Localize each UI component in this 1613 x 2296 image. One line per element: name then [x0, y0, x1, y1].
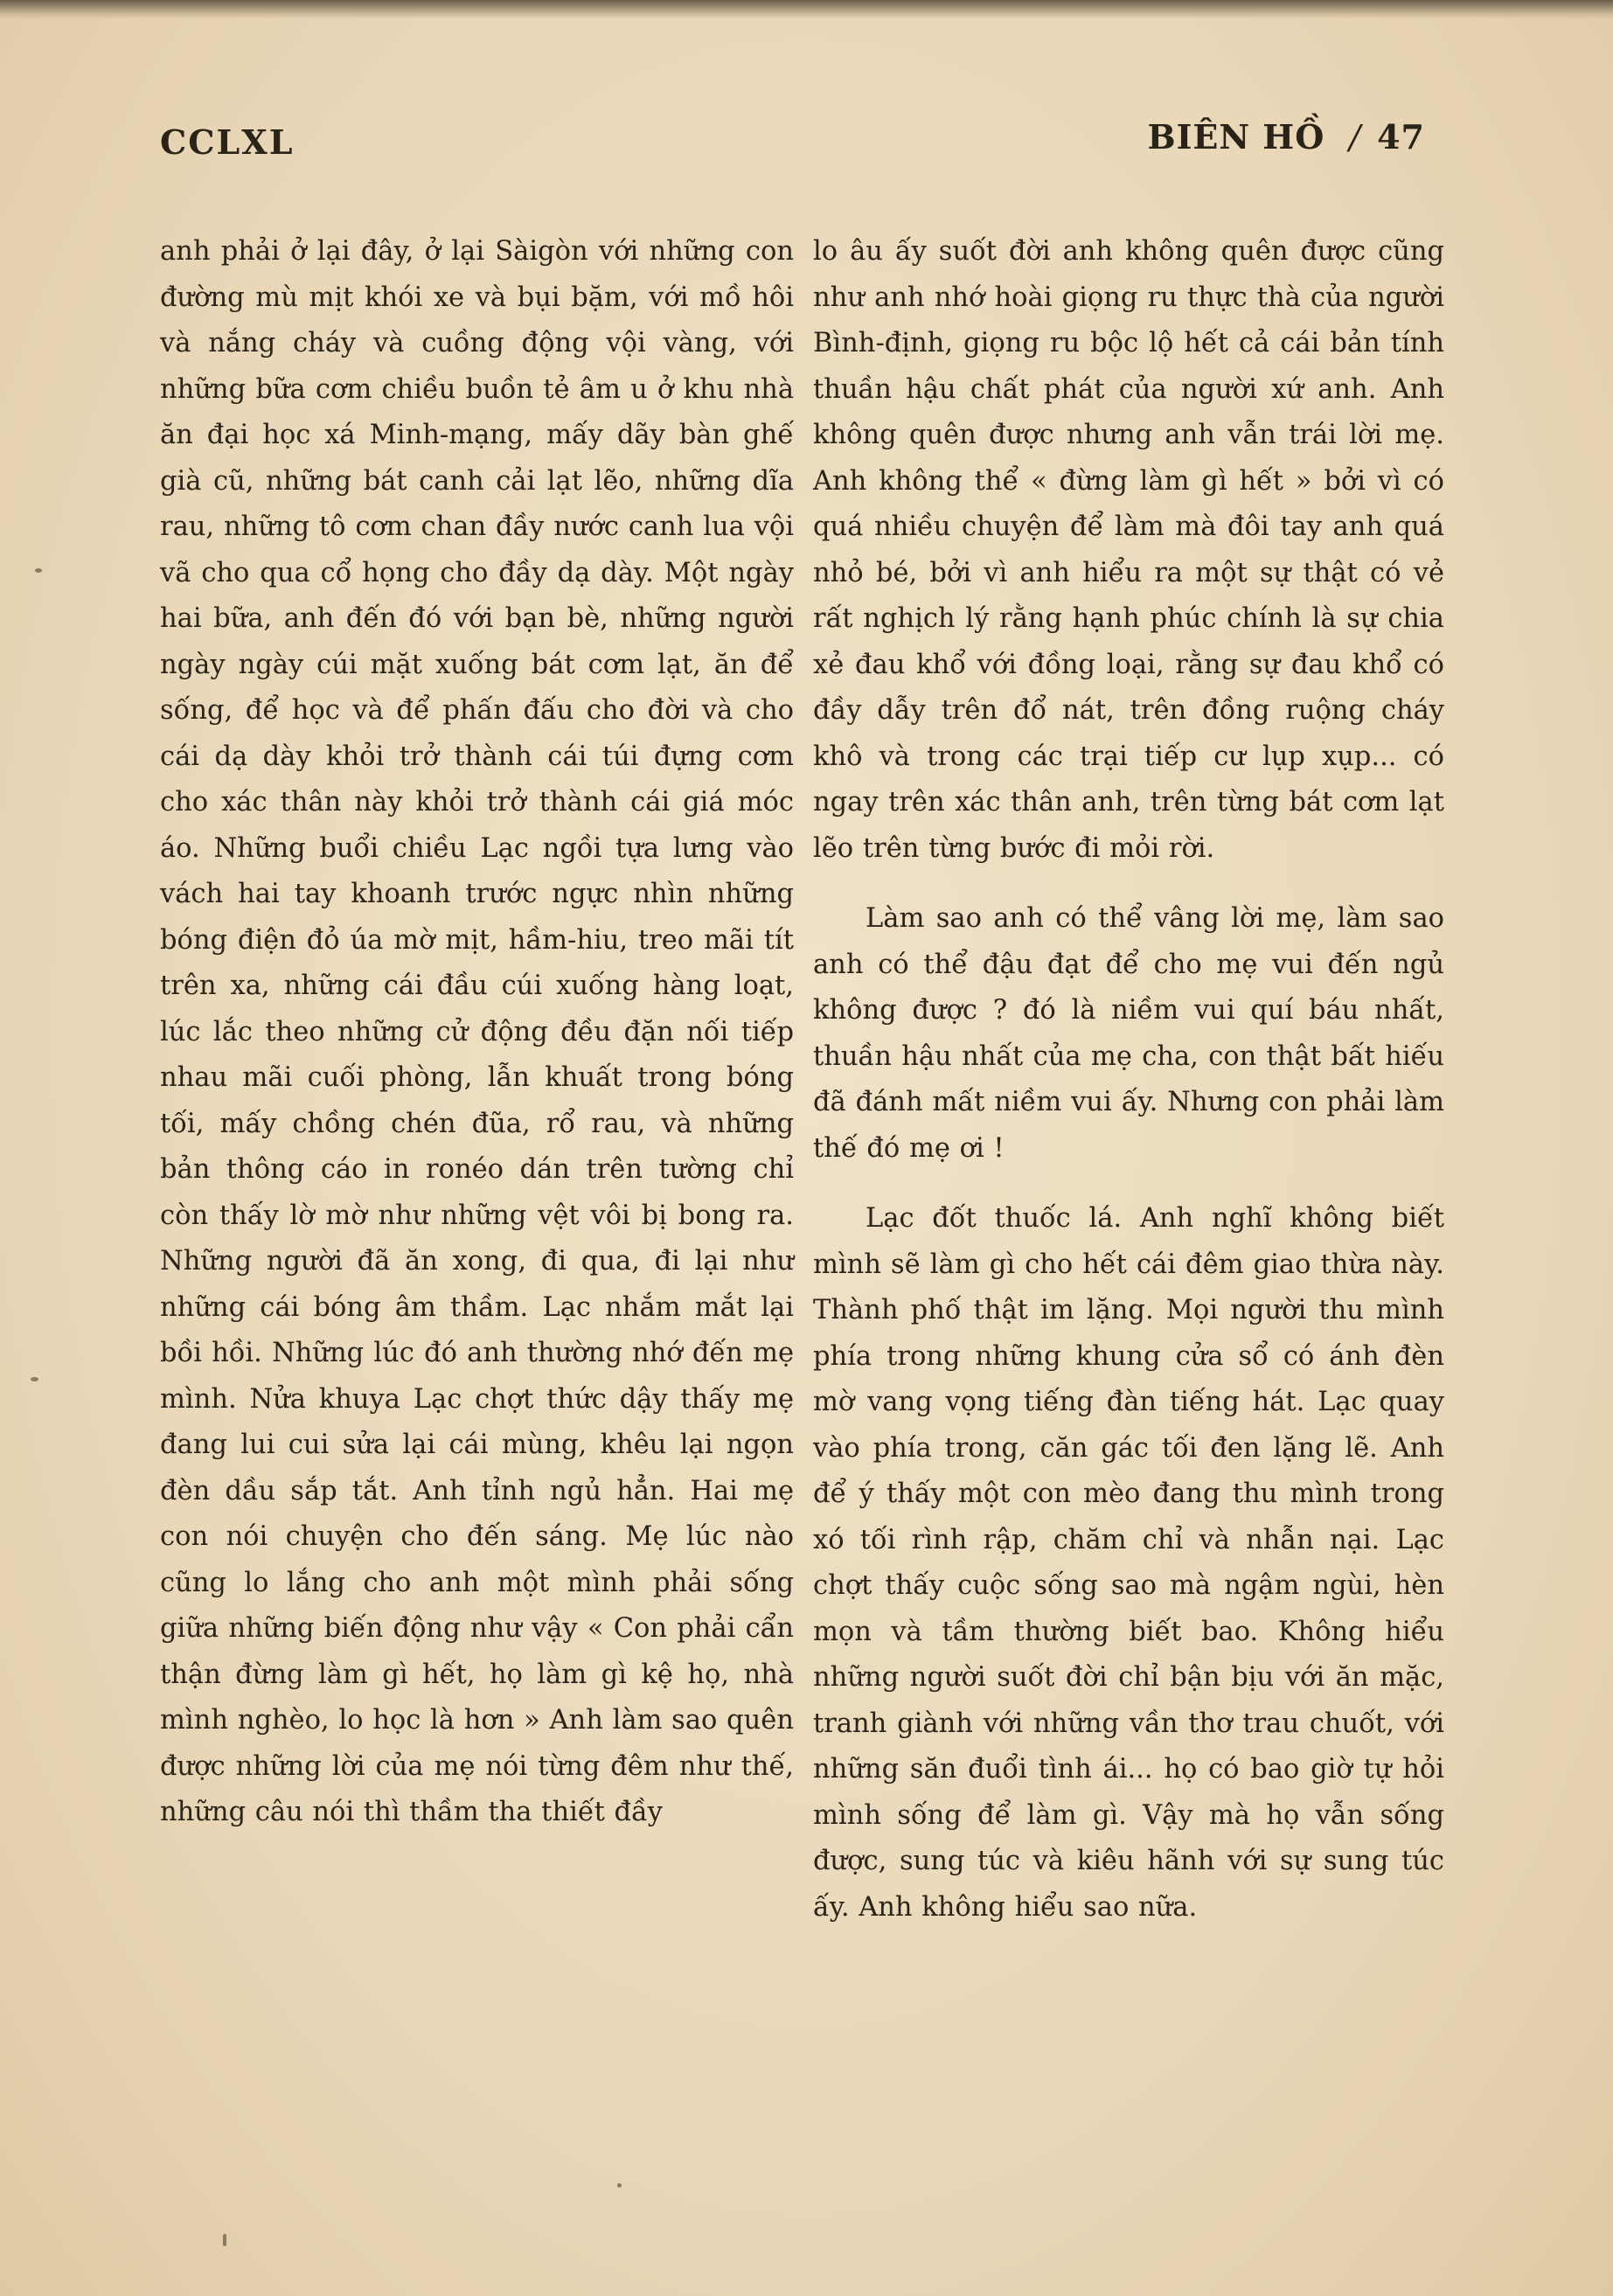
- paper-speck: [617, 2183, 622, 2188]
- paper-speck: [35, 568, 42, 573]
- running-header-right: [1147, 117, 1425, 157]
- header-separator: /: [1349, 118, 1362, 157]
- right-paragraph-3: Lạc đốt thuốc lá. Anh nghĩ không biết mình sẽ làm gì cho hết cái đêm giao thừa này. Thành phố thật im lặng. Mọi người thu mình phía trong những khung cửa sổ có ánh đèn mờ vang vọng tiếng đàn tiếng hát. Lạc quay vào phía trong, căn gác tối đen lặng lẽ. Anh để ý thấy một con mèo đang thu mình trong xó tối rình rập, chăm chỉ và nhẫn nại. Lạc chợt thấy cuộc sống sao mà ngậm ngùi, hèn mọn và tầm thường biết bao. Không hiểu những người suốt đời chỉ bận bịu với ăn mặc, tranh giành với những vần thơ trau chuốt, với những săn đuổi tình ái... họ có bao giờ tự hỏi mình sống để làm gì. Vậy mà họ vẫn sống được, sung túc và kiêu hãnh với sự sung túc ấy. Anh không hiểu sao nữa.: [813, 1203, 1444, 1923]
- section-title: BIÊN HỒ: [1147, 117, 1325, 157]
- running-header-left: CCLXL: [160, 122, 295, 162]
- paper-speck: [31, 1377, 38, 1381]
- paper-speck: [223, 2234, 226, 2246]
- left-paragraph-1: anh phải ở lại đây, ở lại Sàigòn với những con đường mù mịt khói xe và bụi bặm, với mồ hôi và nắng cháy và cuồng động vội vàng, với những bữa cơm chiều buồn tẻ âm u ở khu nhà ăn đại học xá Minh-mạng, mấy dãy bàn ghế già cũ, những bát canh cải lạt lẽo, những dĩa rau, những tô cơm chan đầy nước canh lua vội vã cho qua cổ họng cho đầy dạ dày. Một ngày hai bữa, anh đến đó với bạn bè, những người ngày ngày cúi mặt xuống bát cơm lạt, ăn để sống, để học và để phấn đấu cho đời và cho cái dạ dày khỏi trở thành cái túi đựng cơm cho xác thân này khỏi trở thành cái giá móc áo. Những buổi chiều Lạc ngồi tựa lưng vào vách hai tay khoanh trước ngực nhìn những bóng điện đỏ úa mờ mịt, hầm-hiu, treo mãi tít trên xa, những cái đầu cúi xuống hàng loạt, lúc lắc theo những cử động đều đặn nối tiếp nhau mãi cuối phòng, lẫn khuất trong bóng tối, mấy chồng chén đũa, rổ rau, và những bản thông cáo in ronéo dán trên tường chỉ còn thấy lờ mờ như những vệt vôi bị bong ra. Những người đã ăn xong, đi qua, đi lại như những cái bóng âm thầm. Lạc nhắm mắt lại bồi hồi. Những lúc đó anh thường nhớ đến mẹ mình. Nửa khuya Lạc chợt thức dậy thấy mẹ đang lui cui sửa lại cái mùng, khêu lại ngọn đèn dầu sắp tắt. Anh tỉnh ngủ hẳn. Hai mẹ con nói chuyện cho đến sáng. Mẹ lúc nào cũng lo lắng cho anh một mình phải sống giữa những biến động như vậy « Con phải cẩn thận đừng làm gì hết, họ làm gì kệ họ, nhà mình nghèo, lo học là hơn » Anh làm sao quên được những lời của mẹ nói từng đêm như thế, những câu nói thì thầm tha thiết đầy: [160, 236, 794, 1827]
- right-column: [813, 229, 1444, 1931]
- right-paragraph-1: lo âu ấy suốt đời anh không quên được cũng như anh nhớ hoài giọng ru thực thà của người Bình-định, giọng ru bộc lộ hết cả cái bản tính thuần hậu chất phát của người xứ anh. Anh không quên được nhưng anh vẫn trái lời mẹ. Anh không thể « đừng làm gì hết » bởi vì có quá nhiều chuyện để làm mà đôi tay anh quá nhỏ bé, bởi vì anh hiểu ra một sự thật có vẻ rất nghịch lý rằng hạnh phúc chính là sự chia xẻ đau khổ với đồng loại, rằng sự đau khổ có đầy dẫy trên đổ nát, trên đồng ruộng cháy khô và trong các trại tiếp cư lụp xụp... có ngay trên xác thân anh, trên từng bát cơm lạt lẽo trên từng bước đi mỏi rời.: [813, 236, 1444, 864]
- page-number: 47: [1377, 117, 1425, 157]
- page-top-edge: [0, 0, 1613, 19]
- left-column: [160, 229, 794, 1836]
- right-paragraph-2: Làm sao anh có thể vâng lời mẹ, làm sao anh có thể đậu đạt để cho mẹ vui đến ngủ không được ? đó là niềm vui quí báu nhất, thuần hậu nhất của mẹ cha, con thật bất hiếu đã đánh mất niềm vui ấy. Nhưng con phải làm thế đó mẹ ơi !: [813, 903, 1444, 1164]
